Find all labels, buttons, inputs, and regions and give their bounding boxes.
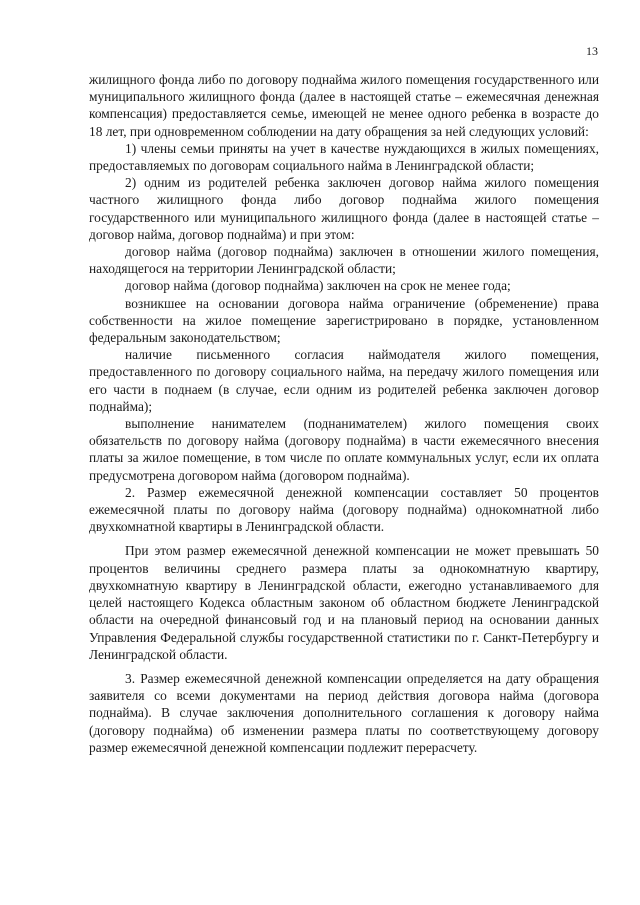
paragraph-item-2: 2. Размер ежемесячной денежной компенсации составляет 50 процентов ежемесячной платы по договору найма (договору поднайма) однокомнатной либо двухкомнатной квартиры в Ленинградской области.: [89, 484, 599, 535]
paragraph-condition-2: 2) одним из родителей ребенка заключен договор найма жилого помещения частного жилищного фонда либо договор поднайма жилого помещения государственного или муниципального жилищного фонда (далее в настоящей статье – договор найма, договор поднайма) и при этом:: [89, 175, 599, 242]
paragraph-item-3: 3. Размер ежемесячной денежной компенсации определяется на дату обращения заявителя со всеми документами на период действия договора найма (договора поднайма). В случае заключения дополнительного соглашения к договору найма (договору поднайма) об изменении размера платы по соответствующему договору размер ежемесячной денежной компенсации подлежит перерасчету.: [89, 670, 599, 755]
page-number: 13: [586, 44, 598, 58]
paragraph-continuation: жилищного фонда либо по договору поднайма жилого помещения государственного или муниципального жилищного фонда (далее в настоящей статье – ежемесячная денежная компенсация) предоставляется семье, имеющей не менее одного ребенка в возрасте до 18 лет, при одновременном соблюдении на дату обращения за ней следующих условий:: [89, 72, 599, 139]
paragraph-item-2-limit: При этом размер ежемесячной денежной компенсации не может превышать 50 процентов величины среднего размера платы за однокомнатную квартиру, двухкомнатную квартиру в Ленинградской области, ежегодно устанавливаемого для целей настоящего Кодекса областным законом об областном бюджете Ленинградской области на очередной финансовый год и на плановый период на основании данных Управления Федеральной службы государственной статистики по г. Санкт-Петербургу и Ленинградской области.: [89, 543, 599, 662]
paragraph-subcondition-location: договор найма (договор поднайма) заключен в отношении жилого помещения, находящегося на территории Ленинградской области;: [89, 244, 599, 277]
document-body: [89, 71, 599, 756]
paragraph-subcondition-encumbrance: возникшее на основании договора найма ограничение (обременение) права собственности на жилое помещение зарегистрировано в порядке, установленном федеральным законодательством;: [89, 295, 599, 346]
paragraph-subcondition-term: договор найма (договор поднайма) заключен на срок не менее года;: [125, 278, 511, 294]
paragraph-subcondition-consent: наличие письменного согласия наймодателя жилого помещения, предоставленного по договору социального найма, на передачу жилого помещения или его части в поднаем (в случае, если одним из родителей ребенка заключен договор поднайма);: [89, 347, 599, 414]
paragraph-subcondition-obligations: выполнение нанимателем (поднанимателем) жилого помещения своих обязательств по договору найма (договору поднайма) в части ежемесячного внесения платы за жилое помещение, в том числе по оплате коммунальных услуг, если их оплата предусмотрена договором найма (договором поднайма).: [89, 416, 599, 483]
paragraph-condition-1: 1) члены семьи приняты на учет в качестве нуждающихся в жилых помещениях, предоставляемых по договорам социального найма в Ленинградской области;: [89, 140, 599, 174]
